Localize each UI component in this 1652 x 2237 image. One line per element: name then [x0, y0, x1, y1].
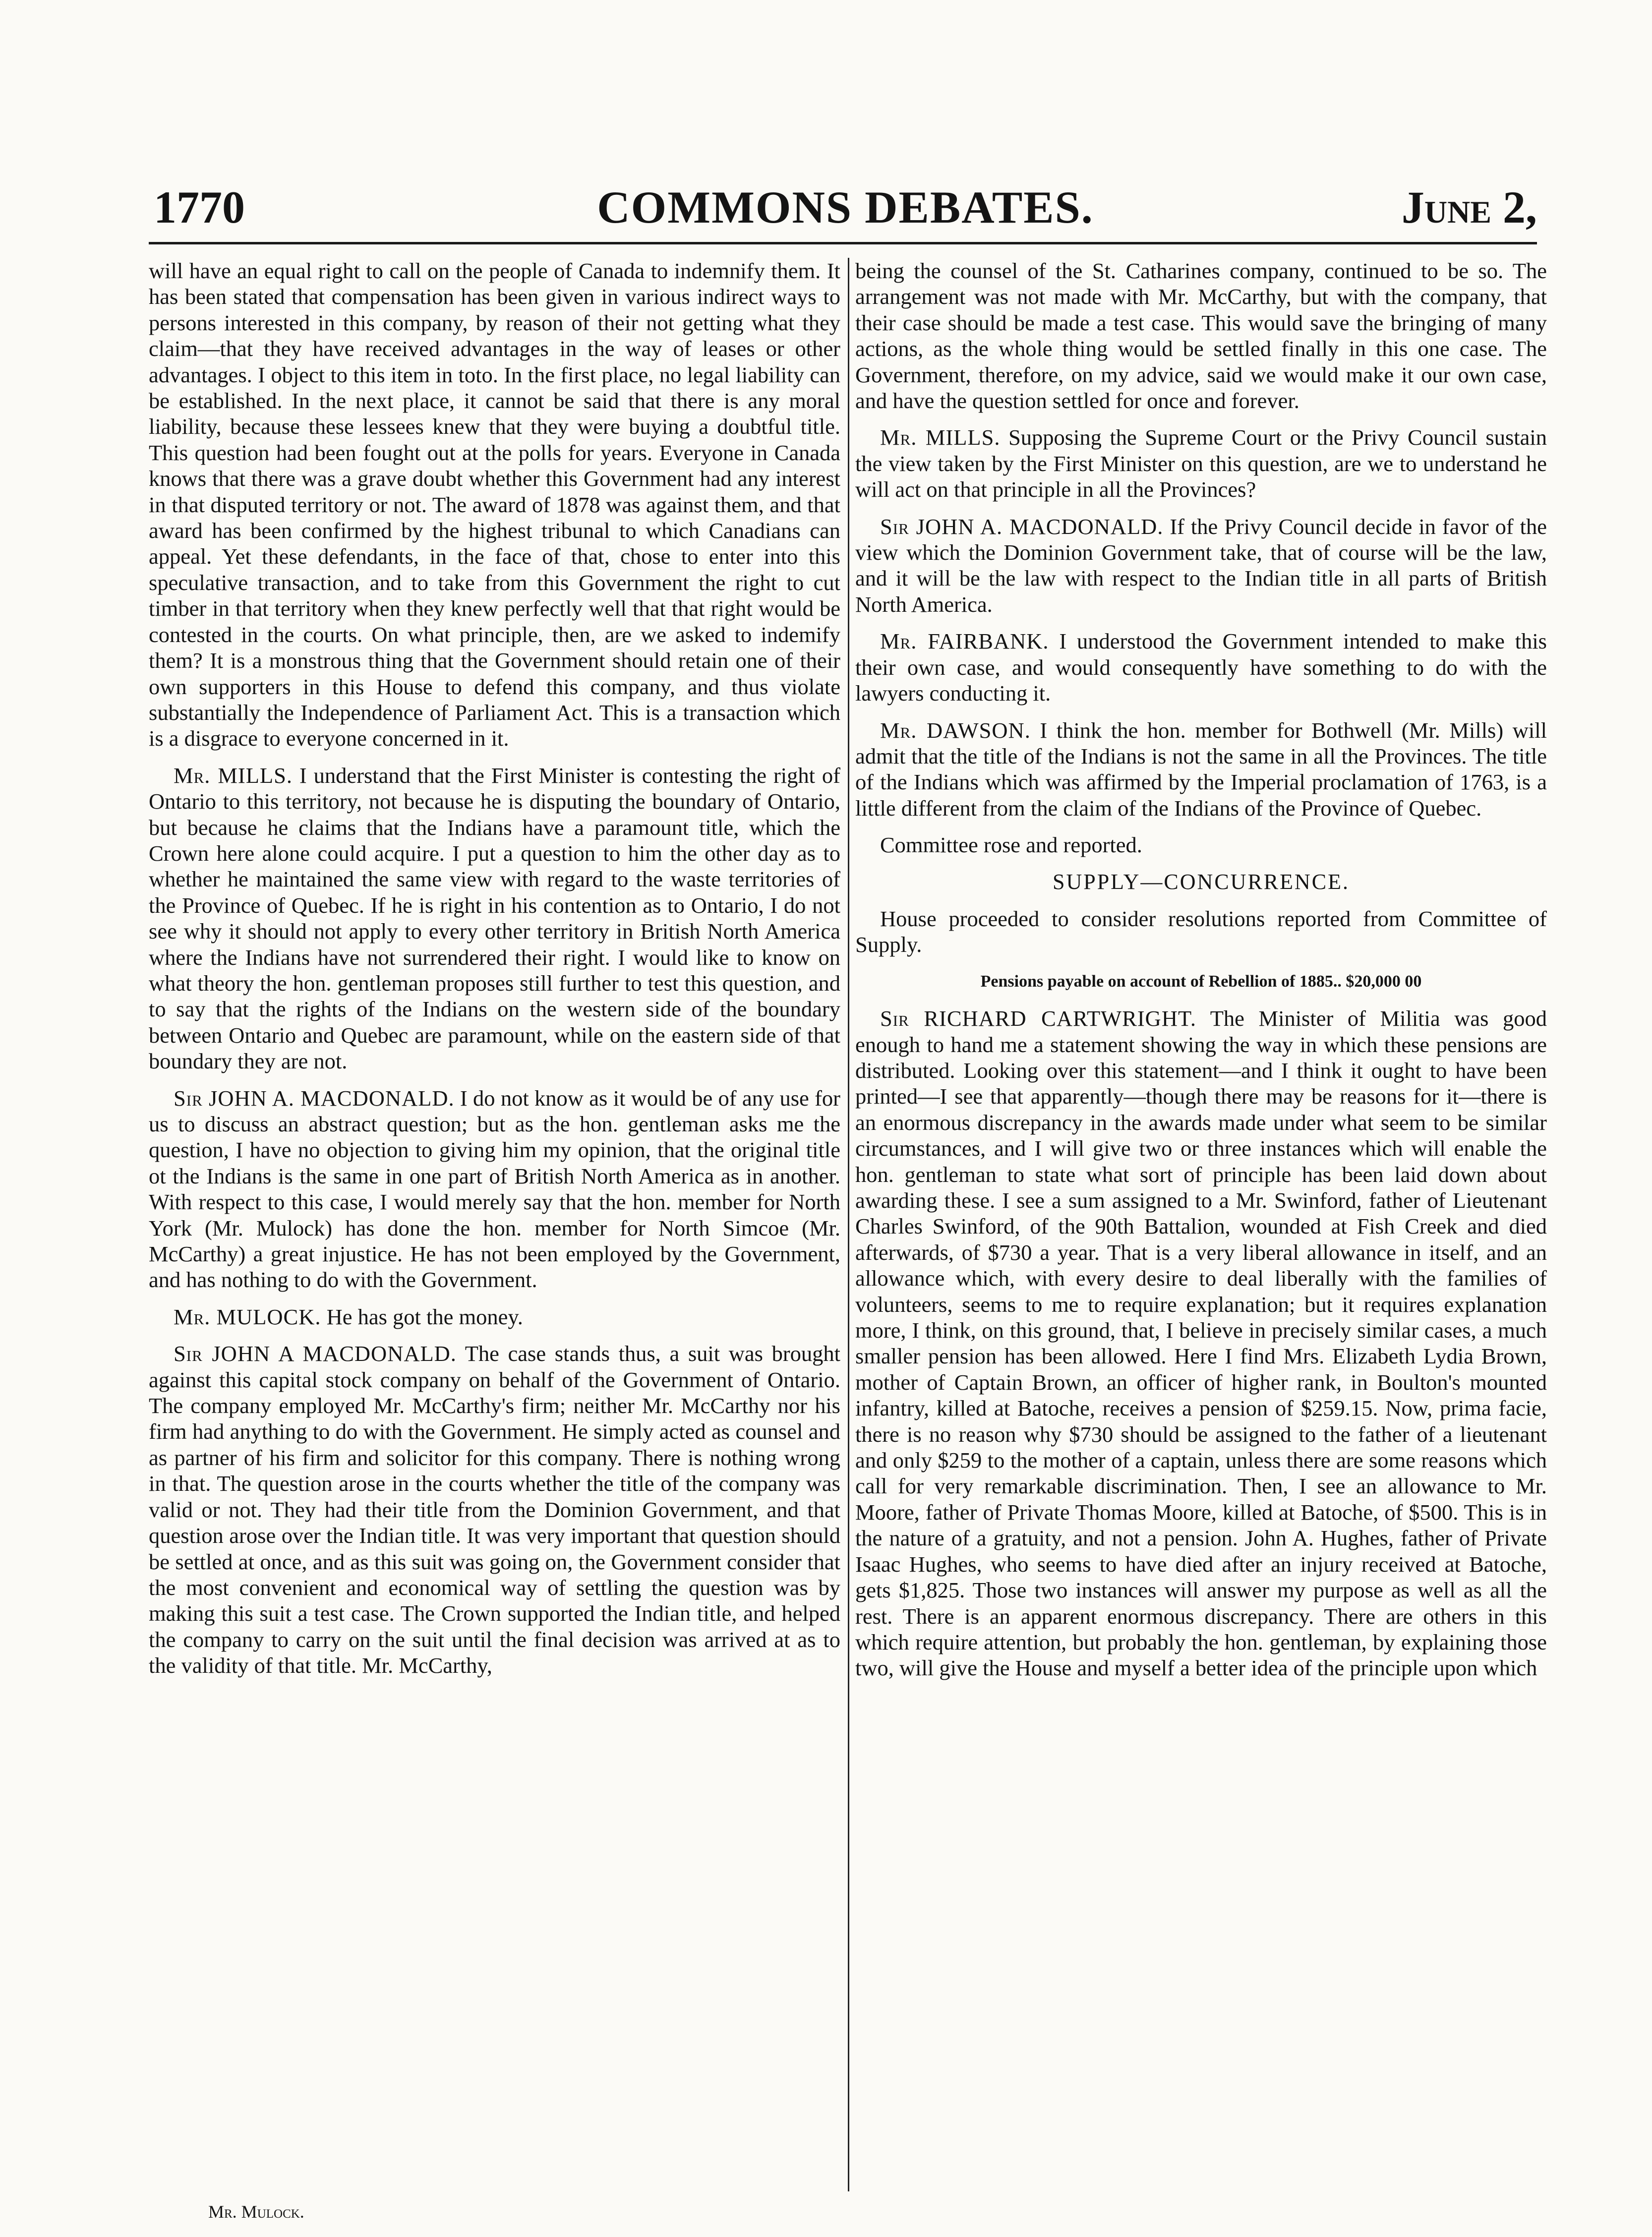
paragraph-text: being the counsel of the St. Catharines company, continued to be so. The arrangement was not made with Mr. McCarthy, but with the company, that their case should be made a test case. This would save the bringing of many actions, as the whole thing would be settled finally in this one case. The Government, therefore, on my advice, said we would make it our own case, and have the question settled for once and forever. [855, 258, 1547, 413]
speaker-name: Mr. MULOCK. [174, 1304, 321, 1329]
paragraph-text: I do not know as it would be of any use for us to discuss an abstract question; but as the hon. gentleman asks me the question, I have no objection to giving him my opinion, that the original title ot the Indians is the same in one part of British North America as in another. With respect to this case, I would merely say that the hon. member for North York (Mr. Mulock) has done the hon. member for North Simcoe (Mr. McCarthy) a great injustice. He has not been employed by the Government, and has nothing to do with the Government. [149, 1085, 840, 1293]
paragraph-text: Committee rose and reported. [880, 832, 1142, 858]
paragraph [855, 717, 1547, 822]
supply-item: Pensions payable on account of Rebellion of 1885.. $20,000 00 [980, 972, 1422, 991]
paragraph [149, 258, 840, 752]
paragraph-text: will have an equal right to call on the people of Canada to indemnify them. It has been stated that compensation has been given in various indirect ways to persons interested in this company, by reason of their not getting what they claim—that they have received advantages in the way of leases or other advantages. I object to this item in toto. In the first place, no legal liability can be established. In the next place, it cannot be said that there is any moral liability, because these lessees knew that they were buying a doubtful title. This question had been fought out at the polls for years. Everyone in Canada knows that there was a grave doubt whether this Government had any interest in that disputed territory or not. The award of 1878 was against them, and that award has been confirmed by the highest tribunal to which Canadians can appeal. Yet these defendants, in the face of that, chose to enter into this speculative transaction, and to take from this Government the right to cut timber in that territory when they knew perfectly well that that right would be contested in the courts. On what principle, then, are we asked to indemify them? It is a monstrous thing that the Government should retain one of their own supporters in this House to defend this company, and thus violate substantially the Independence of Parliament Act. This is a transaction which is a disgrace to everyone concerned in it. [149, 258, 840, 751]
column-divider [848, 258, 849, 2191]
paragraph [855, 514, 1547, 618]
paragraph-text: I understand that the First Minister is contesting the right of Ontario to this territory, not because he is disputing the boundary of Ontario, but because he claims that the Indians have a paramount title, which the Crown here alone could acquire. I put a question to him the other day as to whether he maintained the same view with regard to the waste territories of the Province of Quebec. If he is right in his contention as to Ontario, I do not see why it should not apply to every other territory in British North America where the Indians have not surrendered their right. I would like to know on what theory the hon. gentleman proposes still further to test this question, and to say that the rights of the Indians on the western side of the boundary between Ontario and Quebec are paramount, while on the eastern side of that boundary they are not. [149, 763, 841, 1074]
paragraph [855, 424, 1547, 502]
paragraph-text: I understood the Government intended to make this their own case, and would consequently have something to do with the lawyers conducting it. [855, 629, 1547, 706]
header-rule [149, 242, 1537, 244]
paragraph-text: If the Privy Council decide in favor of the view which the Dominion Government take, that of course will be the law, and it will be the law with respect to the Indian title in all parts of British North America. [855, 514, 1547, 617]
speaker-name: Mr. FAIRBANK. [880, 629, 1049, 654]
page-title: COMMONS DEBATES. [597, 182, 1094, 233]
section-heading: SUPPLY—CONCURRENCE. [1052, 869, 1350, 894]
paragraph [149, 763, 840, 1074]
paragraph-text: Supposing the Supreme Court or the Privy Council sustain the view taken by the First Minister on this question, are we to understand he will act on that principle in all the Provinces? [855, 425, 1547, 502]
paragraph [855, 1005, 1547, 1681]
paragraph [855, 258, 1547, 413]
page-date: June 2, [1401, 182, 1537, 233]
speaker-name: Sir JOHN A MACDONALD. [174, 1341, 457, 1366]
section-intro: House proceeded to consider resolutions reported from Committee of Supply. [855, 906, 1547, 957]
speaker-name: Mr. MILLS. [174, 763, 293, 788]
page-header [154, 181, 1537, 240]
paragraph-text: The case stands thus, a suit was brought against this capital stock company on behalf of the Government of Ontario. The company employed Mr. McCarthy's firm; neither Mr. McCarthy nor his firm had anything to do with the Government. He simply acted as counsel and as partner of his firm and solicitor for this company. There is nothing wrong in that. The question arose in the courts whether the title of the company was valid or not. They had their title from the Dominion Government, and that question arose over the Indian title. It was very important that question should be settled at once, and as this suit was going on, the Government consider that the most convenient and economical way of settling the question was by making this suit a test case. The Crown supported the Indian title, and helped the company to carry on the suit until the final decision was arrived at as to the validity of that title. Mr. McCarthy, [149, 1341, 841, 1678]
left-column [149, 258, 840, 1690]
paragraph [855, 832, 1547, 858]
speaker-name: Mr. DAWSON. [880, 717, 1031, 743]
paragraph [149, 1341, 840, 1678]
speaker-name: Sir RICHARD CARTWRIGHT. [880, 1006, 1196, 1031]
paragraph [855, 628, 1547, 706]
paragraph [149, 1085, 840, 1293]
paragraph [149, 1304, 840, 1330]
paragraph-text: The Minister of Militia was good enough to hand me a statement showing the way in which these pensions are distributed. Looking over this statement—and I think it ought to have been printed—I see that apparently—though there may be reasons for it—there is an enormous discrepancy in the awards made under what seem to be similar circumstances, and I will give two or three instances which will enable the hon. gentleman to state what sort of principle has been laid down about awarding these. I see a sum assigned to a Mr. Swinford, father of Lieutenant Charles Swinford, of the 90th Battalion, wounded at Fish Creek and died afterwards, of $730 a year. That is a very liberal allowance in itself, and an allowance which, with every desire to deal liberally with the families of volunteers, seems to me to require explanation; but it requires explanation more, I think, on this ground, that, I believe in precisely similar cases, a much smaller pension has been allowed. Here I find Mrs. Elizabeth Lydia Brown, mother of Captain Brown, an officer of higher rank, in Boulton's mounted infantry, killed at Batoche, receives a pension of $259.15. Now, prima facie, there is no reason why $730 should be assigned to the father of a lieutenant and only $259 to the mother of a captain, unless there are some reasons which call for very remarkable discrimination. Then, I see an allowance to Mr. Moore, father of Private Thomas Moore, killed at Batoche, of $500. This is in the nature of a gratuity, and not a pension. John A. Hughes, father of Private Isaac Hughes, who seems to have died after an injury received at Batoche, gets $1,825. Those two instances will answer my purpose as well as all the rest. There is an apparent enormous discrepancy. There are others in this which require attention, but probably the hon. gentleman, by explaining those two, will give the House and myself a better idea of the principle upon which [855, 1006, 1547, 1681]
right-column [855, 258, 1547, 1692]
footer-signature: Mr. Mulock. [208, 2202, 304, 2222]
speaker-name: Mr. MILLS. [880, 425, 1001, 450]
speaker-name: Sir JOHN A. MACDONALD. [174, 1085, 455, 1111]
speaker-name: Sir JOHN A. MACDONALD. [880, 514, 1164, 539]
paragraph-text: I think the hon. member for Bothwell (Mr. Mills) will admit that the title of the Indians is not the same in all the Provinces. The title of the Indians which was affirmed by the Imperial proclamation of 1763, is a little different from the claim of the Indians of the Province of Quebec. [855, 717, 1547, 821]
page-number: 1770 [154, 182, 245, 233]
paragraph-text: He has got the money. [326, 1304, 523, 1329]
